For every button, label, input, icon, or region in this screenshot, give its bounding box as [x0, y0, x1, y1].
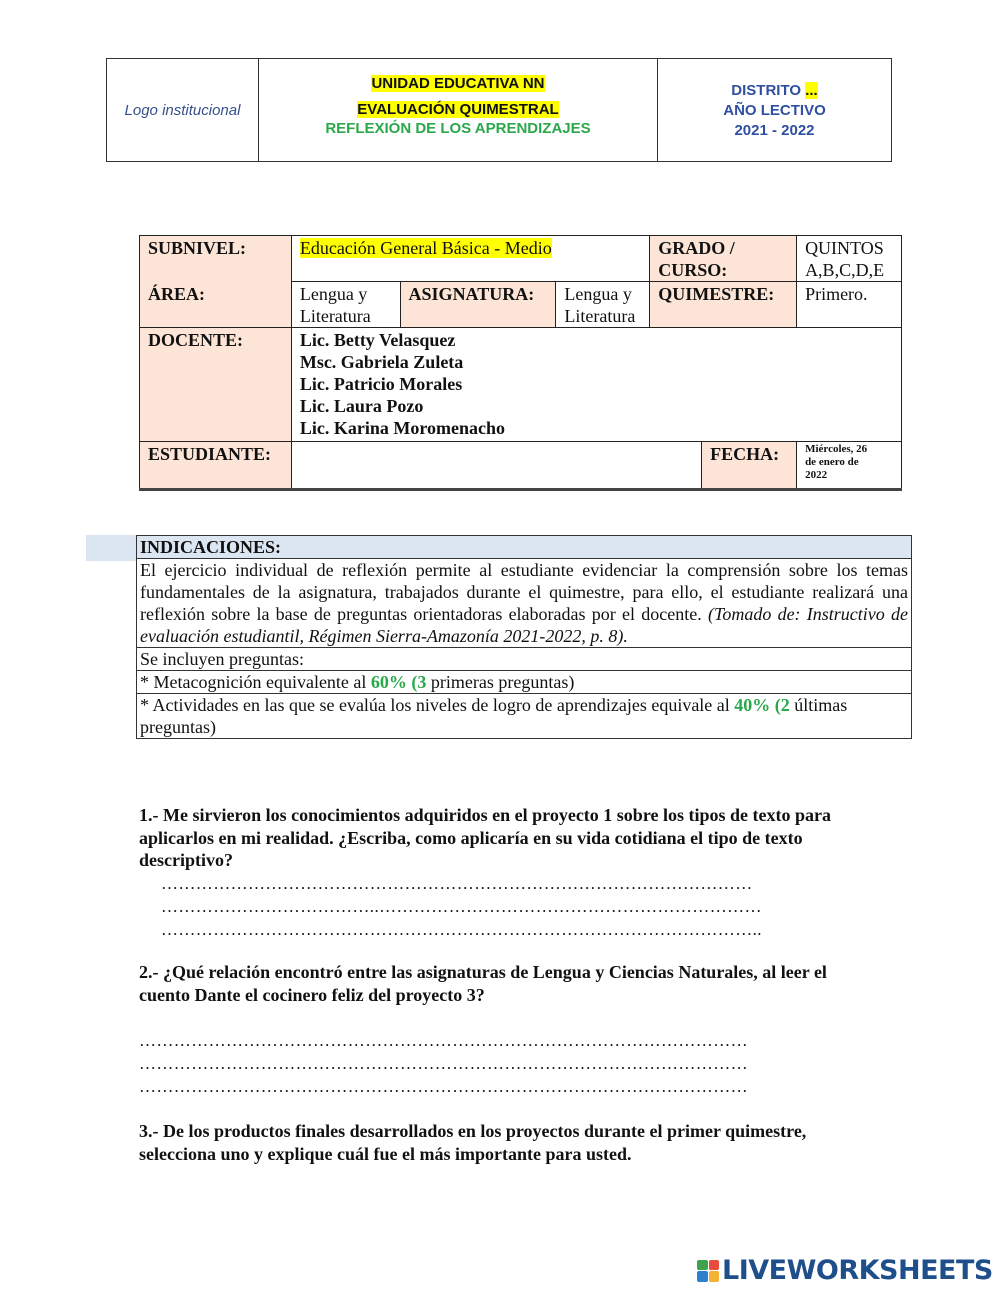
answer-line-3[interactable]: ………………………………………………………………………………………….. — [161, 920, 762, 939]
metacognition-row: * Metacognición equivalente al 60% (3 primeras preguntas) — [137, 671, 912, 694]
area-value: Lengua y Literatura — [291, 282, 400, 328]
evaluation-title: EVALUACIÓN QUIMESTRAL — [357, 101, 559, 118]
year-value: 2021 - 2022 — [734, 122, 815, 139]
indications-table — [136, 535, 912, 739]
question-2: 2.- ¿Qué relación encontró entre las asignaturas de Lengua y Ciencias Naturales, al leer el cuento Dante el cocinero feliz del proyecto 3? — [139, 962, 827, 1005]
docente-name: Lic. Karina Moromenacho — [299, 418, 505, 438]
asignatura-label: ASIGNATURA: — [400, 282, 556, 328]
school-name: UNIDAD EDUCATIVA NN — [371, 75, 545, 92]
reflection-subtitle: REFLEXIÓN DE LOS APRENDIZAJES — [325, 120, 591, 137]
year-label: AÑO LECTIVO — [723, 102, 826, 119]
header-right — [658, 59, 891, 161]
indications-citation: (Tomado de: Instructivo de evaluación estudiantil, Régimen Sierra-Amazonía 2021-2022, p. 8). — [140, 604, 909, 646]
answer-line-2[interactable]: ………………………………..………………………………………………………… — [161, 897, 762, 916]
liveworksheets-text: LIVEWORKSHEETS — [722, 1255, 993, 1286]
docente-name: Lic. Betty Velasquez — [299, 330, 456, 350]
liveworksheets-mark-icon — [697, 1260, 719, 1282]
question-3: 3.- De los productos finales desarrollados en los proyectos durante el primer quimestre, selecciona uno y explique cuál fue el más importante para usted. — [139, 1121, 807, 1164]
answer-line-1[interactable]: …………………………………………………………………………………………… — [139, 1031, 748, 1050]
estudiante-field[interactable] — [291, 442, 701, 490]
docente-name: Lic. Patricio Morales — [299, 374, 463, 394]
docente-name: Msc. Gabriela Zuleta — [299, 352, 464, 372]
indications-heading: INDICACIONES: — [137, 536, 912, 559]
district-value: ... — [805, 82, 818, 99]
docente-list — [291, 328, 901, 442]
indications-paragraph: El ejercicio individual de reflexión permite al estudiante evidenciar la comprensión sobre los temas fundamentales de la asignatura, trabajados durante el quimestre, para ello, el estudiante realizará una reflexión sobre la base de preguntas orientadoras elaboradas por el docente. (Tomado de: Instructivo de evaluación estudiantil, Régimen Sierra-Amazonía 2021-2022, p. 8). — [137, 559, 912, 648]
answer-line-3[interactable]: …………………………………………………………………………………………… — [139, 1077, 748, 1096]
answer-line-1[interactable]: ………………………………………………………………………………………… — [161, 874, 753, 893]
logo-placeholder: Logo institucional — [107, 59, 259, 161]
indications-side-shade — [86, 535, 136, 561]
document-header — [106, 58, 892, 162]
district-label: DISTRITO — [731, 82, 802, 99]
asignatura-value: Lengua y Literatura — [556, 282, 650, 328]
area-label: ÁREA: — [140, 282, 292, 328]
fecha-value: Miércoles, 26 de enero de 2022 — [797, 442, 902, 490]
grado-value: QUINTOS A,B,C,D,E — [797, 236, 902, 282]
docente-label: DOCENTE: — [140, 328, 292, 442]
liveworksheets-logo — [697, 1255, 993, 1286]
subnivel-label: SUBNIVEL: — [140, 236, 292, 282]
subnivel-value: Educación General Básica - Medio — [299, 238, 552, 258]
docente-name: Lic. Laura Pozo — [299, 396, 424, 416]
question-1: 1.- Me sirvieron los conocimientos adquiridos en el proyecto 1 sobre los tipos de texto para aplicarlos en mi realidad. ¿Escriba, como aplicaría en su vida cotidiana el tipo de texto descriptivo? — [139, 805, 831, 870]
grado-label: GRADO / CURSO: — [650, 236, 797, 282]
student-info-table — [139, 235, 902, 491]
fecha-label: FECHA: — [702, 442, 797, 490]
quimestre-value: Primero. — [797, 282, 902, 328]
estudiante-label: ESTUDIANTE: — [140, 442, 292, 490]
answer-line-2[interactable]: …………………………………………………………………………………………… — [139, 1054, 748, 1073]
activities-row: * Actividades en las que se evalúa los niveles de logro de aprendizajes equivale al 40% (2 últimas preguntas) — [137, 694, 912, 739]
quimestre-label: QUIMESTRE: — [650, 282, 797, 328]
indications-includes: Se incluyen preguntas: — [137, 648, 912, 671]
header-center — [259, 59, 658, 161]
